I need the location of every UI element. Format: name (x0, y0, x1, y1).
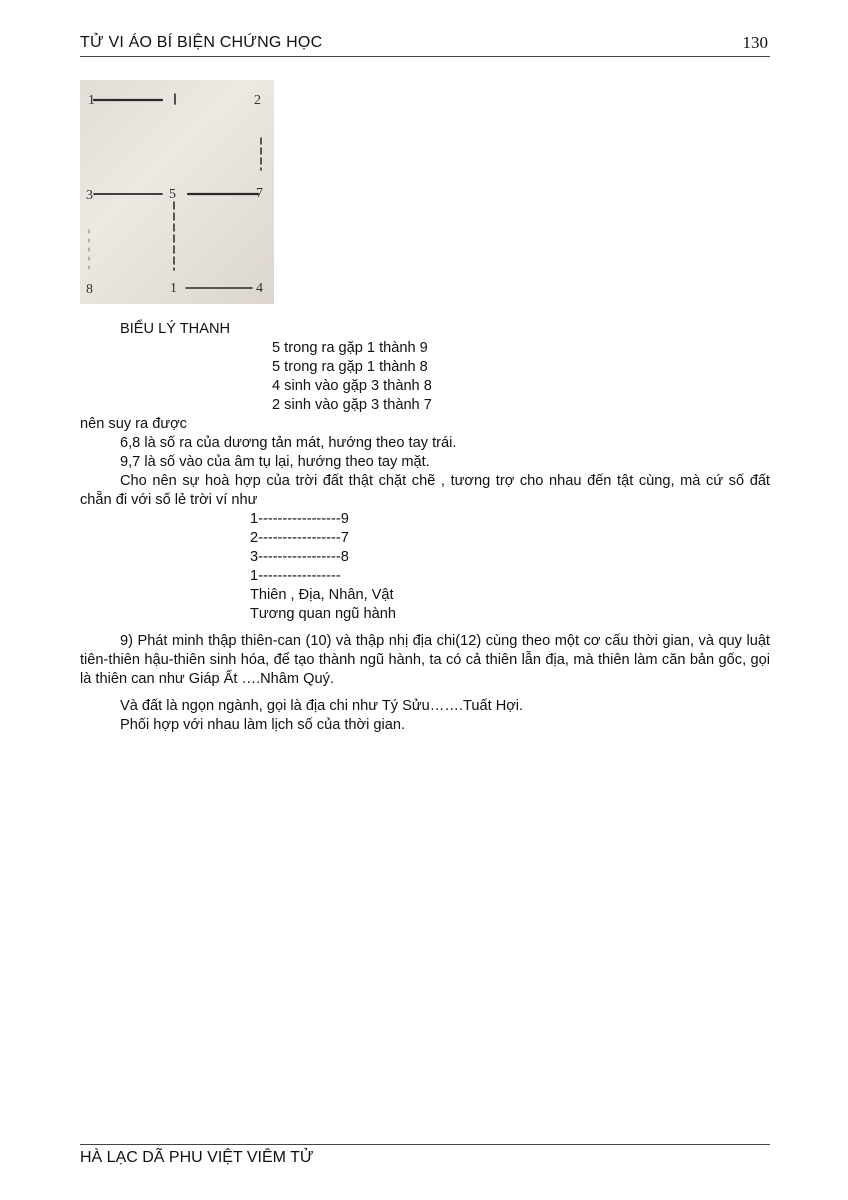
lead-text: nên suy ra được (80, 416, 187, 432)
list-item: 2 sinh vào gặp 3 thành 7 (272, 397, 432, 413)
list-item: 2-----------------7 (250, 530, 349, 546)
paragraph-1: Cho nên sự hoà hợp của trời đất thật chặt chẽ , tương trợ cho nhau đến tật cùng, mà cứ số đất chẵn đi với số lẻ trời ví như (80, 473, 770, 508)
page-header (80, 30, 770, 57)
list-item: 1-----------------9 (250, 511, 349, 527)
statement-b: 9,7 là số vào của âm tụ lại, hướng theo tay mặt. (120, 454, 430, 470)
list-item: 5 trong ra gặp 1 thành 8 (272, 359, 428, 375)
page-number: 130 (742, 33, 768, 52)
page-body (80, 320, 770, 735)
list-item: 1----------------- (250, 568, 341, 584)
label-7: 7 (256, 186, 263, 201)
list-item: 5 trong ra gặp 1 thành 9 (272, 340, 428, 356)
list-item: 4 sinh vào gặp 3 thành 8 (272, 378, 432, 394)
label-4: 4 (256, 281, 263, 296)
hetu-line-diagram (80, 80, 274, 304)
spacer (80, 689, 770, 697)
label-8: 8 (86, 282, 93, 297)
page-footer (80, 1144, 770, 1166)
list-item: Tương quan ngũ hành (250, 606, 396, 622)
label-1-left: 1 (88, 93, 95, 108)
header-title: TỬ VI ÁO BÍ BIỆN CHỨNG HỌC (80, 34, 323, 51)
statement-d: Phối hợp với nhau làm lịch số của thời gian. (120, 717, 406, 733)
label-2: 2 (254, 93, 261, 108)
scanned-diagram (80, 80, 274, 304)
list-item: 3-----------------8 (250, 549, 349, 565)
statement-a: 6,8 là số ra của dương tản mát, hướng theo tay trái. (120, 435, 457, 451)
label-5: 5 (169, 187, 176, 202)
list-item: Thiên , Địa, Nhân, Vật (250, 587, 394, 603)
section-title: BIỂU LÝ THANH (120, 321, 231, 337)
spacer (80, 624, 770, 632)
footer-text: HÀ LẠC DÃ PHU VIỆT VIÊM TỬ (80, 1149, 314, 1166)
statement-c: Và đất là ngọn ngành, gọi là địa chi như Tý Sửu…….Tuất Hợi. (120, 698, 524, 714)
label-1-bottom: 1 (170, 281, 177, 296)
label-3: 3 (86, 188, 93, 203)
paragraph-2: 9) Phát minh thập thiên-can (10) và thập nhị địa chi(12) cùng theo một cơ cấu thời gian, và quy luật tiên-thiên hậu-thiên sinh hóa, để tạo thành ngũ hành, ta có cả thiên lẫn địa, mà thiên làm căn bản gốc, gọi là thiên can như Giáp Ất ….Nhâm Quý. (80, 633, 770, 687)
